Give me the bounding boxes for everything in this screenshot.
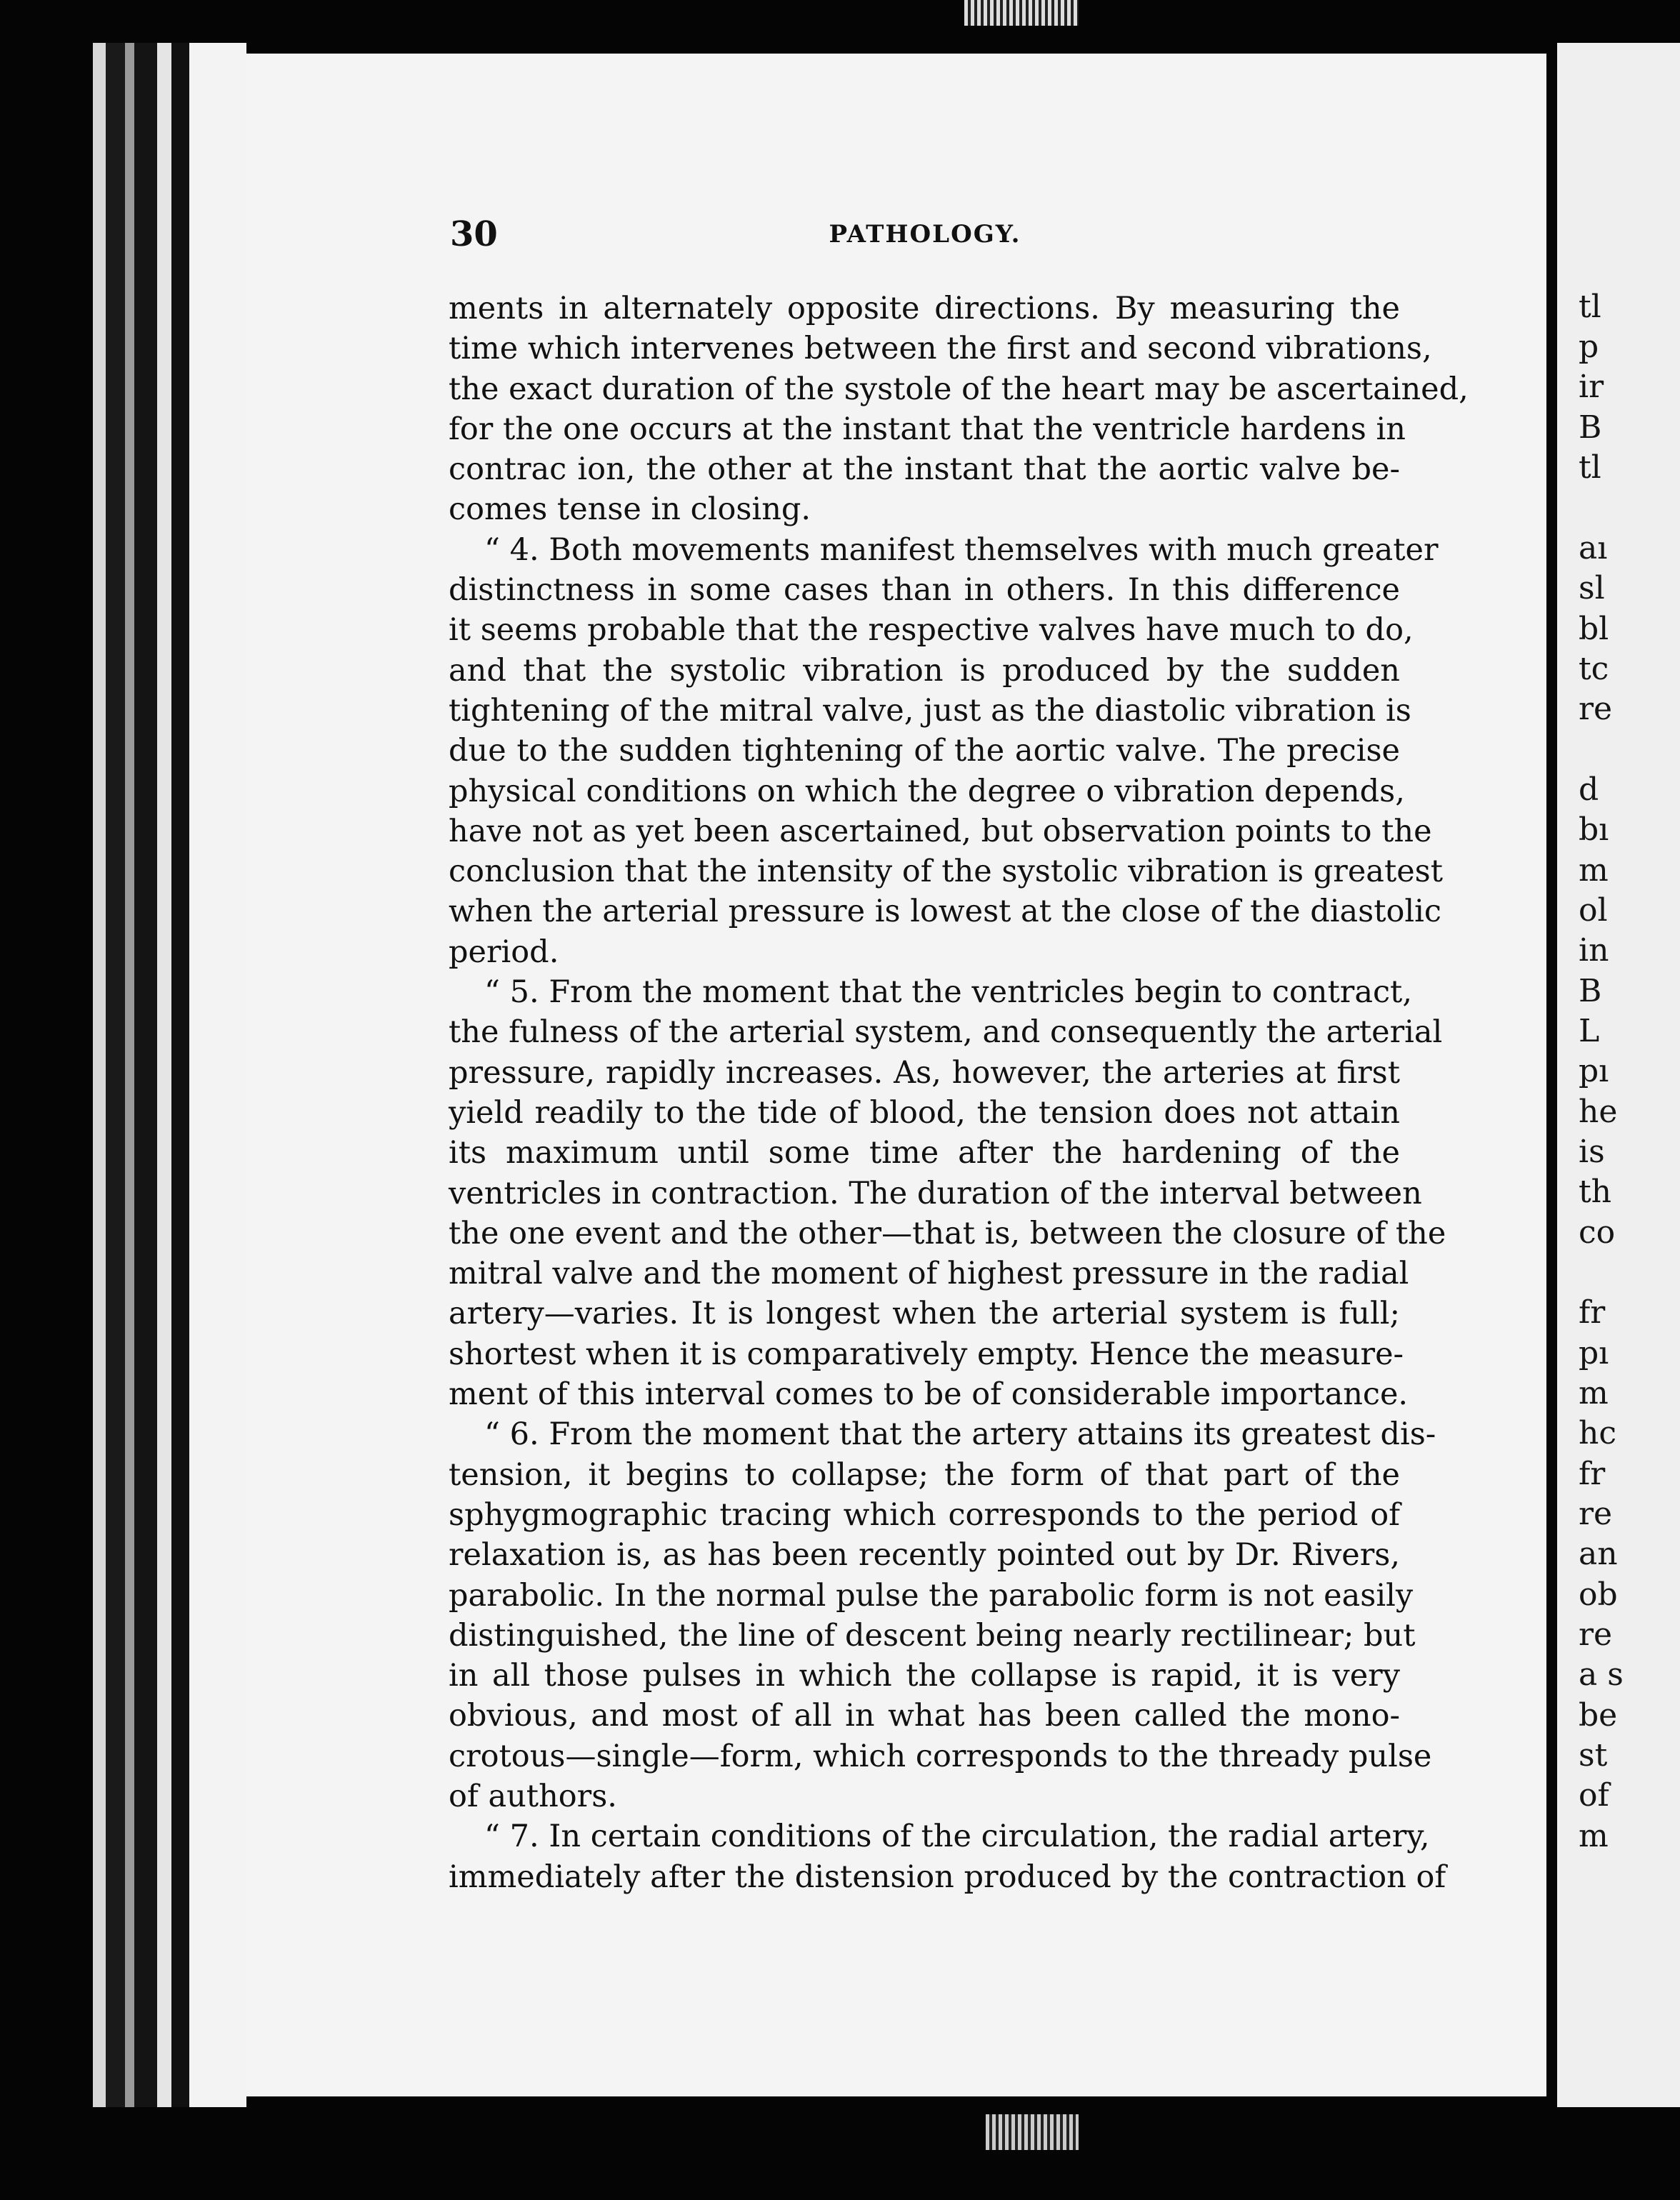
facing-page-fragment: pı	[1579, 1335, 1609, 1371]
text-line: shortest when it is comparatively empty. Hence the measure-	[449, 1336, 1404, 1372]
text-line: of authors.	[449, 1778, 617, 1814]
text-line: “ 7. In certain conditions of the circulation, the radial artery,	[484, 1819, 1430, 1855]
facing-page-fragment: sl	[1579, 570, 1605, 606]
facing-page-fragment: tc	[1579, 651, 1609, 687]
text-line: its maximum until some time after the hardening of the	[449, 1135, 1400, 1171]
binding-top	[964, 0, 1079, 26]
facing-page-fragment: ol	[1579, 892, 1608, 929]
text-line: the one event and the other—that is, between the closure of the	[449, 1215, 1446, 1251]
text-line: in all those pulses in which the collapse is rapid, it is very	[449, 1658, 1400, 1694]
facing-page-fragment: in	[1579, 932, 1609, 969]
facing-page-fragment: m	[1579, 1818, 1609, 1854]
text-line: it seems probable that the respective valves have much to do,	[449, 612, 1414, 649]
text-line: mitral valve and the moment of highest pressure in the radial	[449, 1256, 1409, 1292]
text-line: relaxation is, as has been recently pointed out by Dr. Rivers,	[449, 1537, 1400, 1574]
text-line: tension, it begins to collapse; the form of that part of the	[449, 1456, 1400, 1493]
facing-page-fragment: d	[1579, 771, 1599, 808]
running-head: PATHOLOGY.	[829, 220, 1021, 249]
facing-page-fragment: bı	[1579, 811, 1609, 848]
facing-page-fragment: L	[1579, 1013, 1600, 1049]
facing-page-fragment: re	[1579, 691, 1613, 727]
text-line: the fulness of the arterial system, and consequently the arterial	[449, 1014, 1443, 1051]
text-line: ment of this interval comes to be of considerable importance.	[449, 1376, 1409, 1413]
facing-page-fragment: ob	[1579, 1576, 1618, 1613]
facing-page-fragment: fr	[1579, 1456, 1606, 1492]
facing-page-fragment: ir	[1579, 369, 1604, 405]
book-spine-edge	[93, 43, 246, 2107]
text-line: conclusion that the intensity of the systolic vibration is greatest	[449, 854, 1444, 890]
facing-page-fragment: m	[1579, 1375, 1609, 1411]
facing-page-fragment: tl	[1579, 289, 1601, 325]
text-line: “ 6. From the moment that the artery attains its greatest dis-	[484, 1416, 1436, 1453]
text-line: ventricles in contraction. The duration of the interval between	[449, 1175, 1422, 1211]
text-line: distinctness in some cases than in others. In this difference	[449, 572, 1400, 609]
facing-page-fragment: tl	[1579, 449, 1601, 486]
text-line: due to the sudden tightening of the aortic valve. The precise	[449, 733, 1400, 769]
facing-page-fragment: m	[1579, 852, 1609, 889]
text-line: and that the systolic vibration is produced by the sudden	[449, 652, 1400, 689]
text-line: parabolic. In the normal pulse the parabolic form is not easily	[449, 1577, 1414, 1614]
facing-page-fragment: co	[1579, 1214, 1616, 1251]
facing-page-fragment: re	[1579, 1616, 1613, 1653]
text-line: crotous—single—form, which corresponds to the thready pulse	[449, 1738, 1432, 1774]
facing-page-fragment: be	[1579, 1697, 1618, 1734]
text-line: sphygmographic tracing which corresponds to the period of	[449, 1496, 1400, 1533]
text-line: have not as yet been ascertained, but observation points to the	[449, 813, 1432, 849]
facing-page-fragment: B	[1579, 973, 1602, 1009]
facing-page-fragment: a s	[1579, 1656, 1624, 1693]
text-line: the exact duration of the systole of the heart may be ascertained,	[449, 371, 1469, 407]
facing-page-fragment: p	[1579, 329, 1599, 365]
facing-page	[1557, 43, 1680, 2107]
facing-page-fragment: pı	[1579, 1053, 1609, 1089]
facing-page-fragment: is	[1579, 1134, 1605, 1170]
body-text	[449, 289, 1469, 1897]
facing-page-fragment: he	[1579, 1094, 1618, 1130]
facing-page-fragment: an	[1579, 1536, 1618, 1572]
text-line: when the arterial pressure is lowest at the close of the diastolic	[449, 894, 1441, 930]
text-line: artery—varies. It is longest when the arterial system is full;	[449, 1296, 1400, 1332]
text-line: pressure, rapidly increases. As, however, the arteries at first	[449, 1054, 1400, 1091]
text-line: obvious, and most of all in what has been called the mono-	[449, 1698, 1400, 1734]
page-number: 30	[450, 214, 498, 254]
text-line: “ 4. Both movements manifest themselves with much greater	[484, 531, 1439, 568]
facing-page-fragment: hc	[1579, 1415, 1616, 1451]
facing-page-fragment: th	[1579, 1174, 1612, 1210]
text-line: tightening of the mitral valve, just as the diastolic vibration is	[449, 692, 1411, 729]
text-line: distinguished, the line of descent being nearly rectilinear; but	[449, 1617, 1416, 1654]
facing-page-fragment: fr	[1579, 1294, 1606, 1331]
facing-page-fragment: st	[1579, 1737, 1608, 1774]
facing-page-fragment: of	[1579, 1777, 1609, 1814]
facing-page-fragment: re	[1579, 1496, 1613, 1532]
text-line: period.	[449, 934, 559, 970]
facing-page-fragment: aı	[1579, 530, 1608, 566]
facing-page-fragment: bl	[1579, 611, 1609, 647]
facing-page-fragment: B	[1579, 409, 1602, 446]
text-line: time which intervenes between the first and second vibrations,	[449, 331, 1432, 367]
page-header	[450, 214, 1400, 257]
text-line: physical conditions on which the degree o vibration depends,	[449, 773, 1405, 809]
text-line: for the one occurs at the instant that the ventricle hardens in	[449, 411, 1406, 447]
text-line: yield readily to the tide of blood, the tension does not attain	[449, 1094, 1400, 1131]
text-line: contrac ion, the other at the instant that the aortic valve be-	[449, 451, 1400, 488]
text-line: comes tense in closing.	[449, 491, 811, 528]
binding-bottom	[986, 2114, 1079, 2150]
text-line: ments in alternately opposite directions. By measuring the	[449, 291, 1400, 326]
text-line: “ 5. From the moment that the ventricles begin to contract,	[484, 974, 1412, 1011]
text-line: immediately after the distension produced by the contraction of	[449, 1859, 1446, 1895]
